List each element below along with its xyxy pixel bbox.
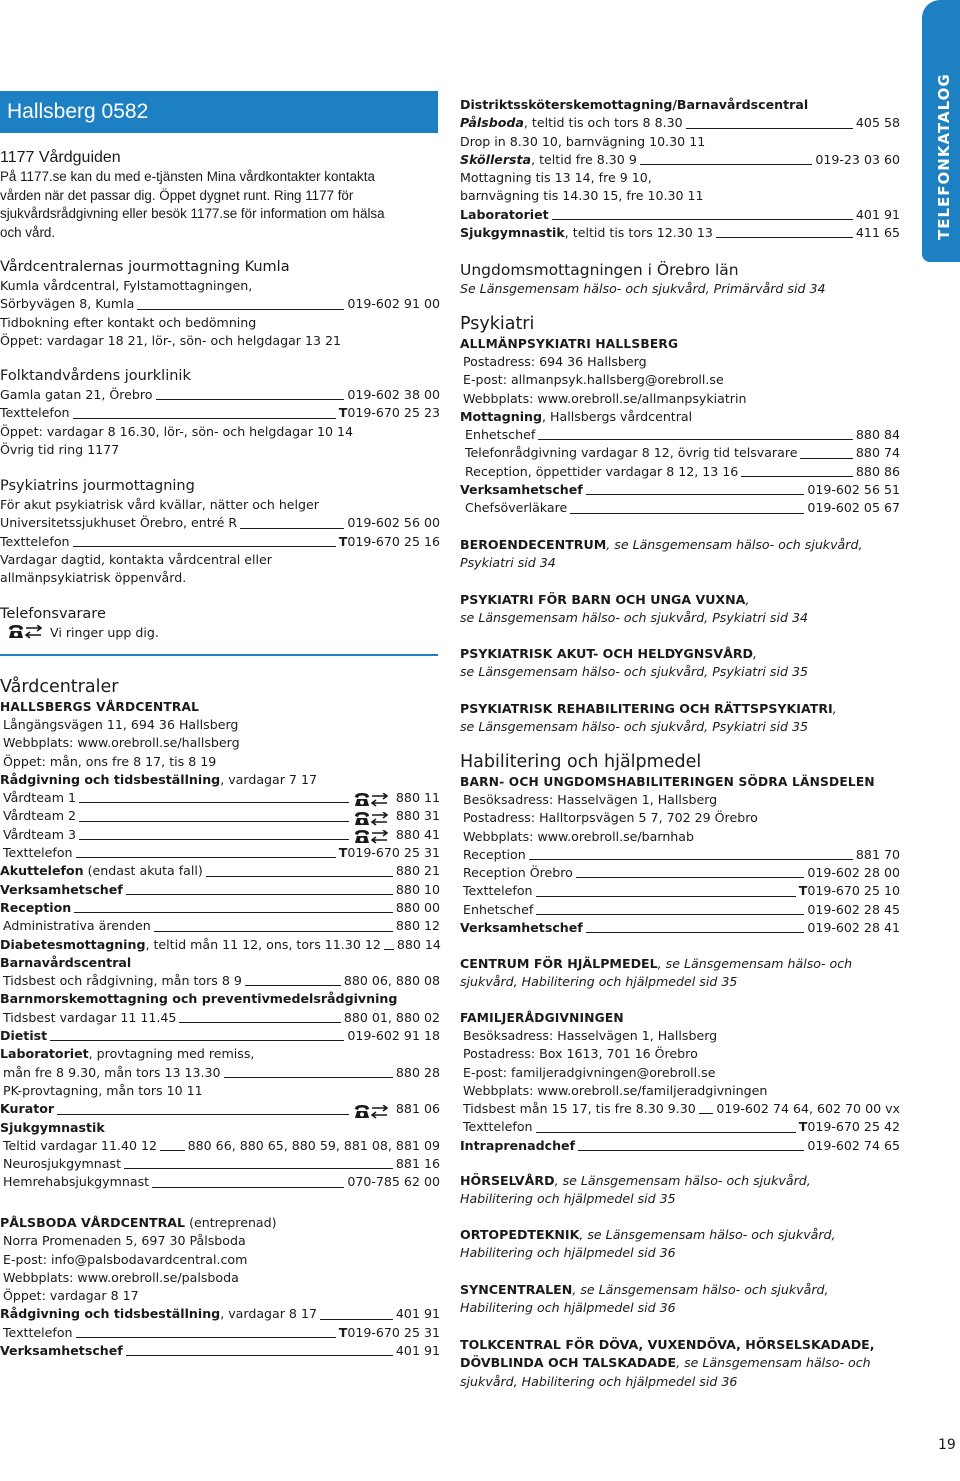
tidsbest-row: Tidsbest och rådgivning, mån tors 8 9 880 06, 880 08 (3, 973, 440, 989)
barnmorske-heading: Barnmorskemottagning och preventivmedelsrådgivning (0, 991, 398, 1007)
web-line: Webbplats: www.orebroll.se/allmanpsykiatrin (463, 390, 747, 406)
jour-title: Vårdcentralernas jourmottagning Kumla (0, 259, 290, 275)
vardguiden-title: 1177 Vårdguiden (0, 149, 121, 166)
familj-section (460, 1009, 900, 1155)
distrikt-title: Distriktssköterskemottagning/Barnavårdscentral (460, 97, 809, 112)
folktand-texttel-row: Texttelefon T019-670 25 23 (0, 405, 440, 421)
psykiatri-title: Psykiatri (460, 314, 535, 334)
familj-heading: FAMILJERÅDGIVNINGEN (460, 1011, 624, 1025)
texttelefon-icon: T (798, 883, 808, 899)
reference-item: PSYKIATRI FÖR BARN OCH UNGA VUXNA, se Länsgemensam hälso- och sjukvård, Psykiatri sid 34 (460, 592, 809, 626)
reference-item: BEROENDECENTRUM, se Länsgemensam hälso- och sjukvård, Psykiatri sid 34 (460, 537, 863, 571)
psyk-jour-title: Psykiatrins jourmottagning (0, 478, 195, 494)
barnavard-heading: Barnavårdscentral (0, 954, 132, 970)
vardguiden-section (0, 148, 440, 242)
radgivning-row: Rådgivning och tidsbeställning, vardagar 8 17 401 91 (0, 1306, 440, 1322)
callback-phone-icon (6, 625, 44, 639)
radgivning-line: Rådgivning och tidsbeställning, vardagar 7 17 (0, 771, 317, 787)
callback-phone-icon (352, 830, 390, 844)
pk-line: PK-provtagning, mån tors 10 11 (3, 1082, 203, 1098)
texttelefon-icon: T (338, 533, 348, 549)
laboratoriet-line: Laboratoriet, provtagning med remiss, (0, 1046, 255, 1062)
web-line: Webbplats: www.orebroll.se/hallsberg (3, 735, 240, 751)
tidsbest-row: Tidsbest mån 15 17, tis fre 8.30 9.30 019-602 74 64, 602 70 00 vx (463, 1101, 900, 1117)
enhetschef-row: Enhetschef 880 84 (465, 427, 900, 443)
reception-orebro-row: Reception Örebro 019-602 28 00 (463, 865, 900, 881)
akuttelefon-row: Akuttelefon (endast akuta fall) 880 21 (0, 863, 440, 879)
reception-row: Reception 880 00 (0, 899, 440, 915)
address-line: Postadress: Halltorpsvägen 5 7, 702 29 Örebro (463, 810, 758, 826)
reception-row: Reception, öppettider vardagar 8 12, 13 16 880 86 (465, 463, 900, 479)
vardteam-row: Vårdteam 1 880 11 (0, 789, 440, 807)
administrativa-row: Administrativa ärenden 880 12 (3, 918, 440, 934)
laboratoriet-row: mån fre 8 9.30, mån tors 13 13.30 880 28 (3, 1064, 440, 1080)
phone-number: 019-602 91 00 (347, 296, 440, 312)
enhetschef-row: Enhetschef 019-602 28 45 (463, 901, 900, 917)
psykiatri-section (460, 313, 900, 518)
ungdom-ref: Se Länsgemensam hälso- och sjukvård, Primärvård sid 34 (460, 281, 826, 296)
diabetes-row: Diabetesmottagning, teltid mån 11 12, ons, tors 11.30 12 880 14 (0, 936, 441, 952)
callback-phone-icon (352, 793, 390, 807)
reference-item: TOLKCENTRAL FÖR DÖVA, VUXENDÖVA, HÖRSELSKADADE, DÖVBLINDA OCH TALSKADADE, se Länsgemensam hälso- och sjukvård, Habilitering och hjälpmedel sid 36 (460, 1337, 875, 1389)
jour-line: Tidbokning efter kontakt och bedömning (0, 314, 257, 330)
vardguiden-line: sjukvårdsrådgivning eller besök 1177.se för information om hälsa (0, 206, 385, 222)
barnhab-heading: BARN- OCH UNGDOMSHABILITERINGEN SÖDRA LÄNSDELEN (460, 775, 875, 789)
web-line: Webbplats: www.orebroll.se/barnhab (463, 828, 695, 844)
ungdom-title: Ungdomsmottagningen i Örebro län (460, 261, 739, 279)
reference-item: PSYKIATRISK REHABILITERING OCH RÄTTSPSYKIATRI, se Länsgemensam hälso- och sjukvård, Psykiatri sid 35 (460, 701, 837, 735)
texttelefon-row: Texttelefon T019-670 25 10 (463, 883, 900, 899)
jour-line: Öppet: vardagar 18 21, lör-, sön- och helgdagar 13 21 (0, 332, 342, 348)
email-line: E-post: info@palsbodavardcentral.com (3, 1251, 248, 1267)
vardguiden-line: vården när det passar dig. Öppet dygnet runt. Ring 1177 för (0, 187, 354, 203)
psyk-jour-texttel-row: Texttelefon T019-670 25 16 (0, 533, 440, 549)
sjukgymnastik-row: Sjukgymnastik, teltid tis tors 12.30 13 411 65 (460, 225, 900, 241)
email-line: E-post: allmanpsyk.hallsberg@orebroll.se (463, 372, 724, 388)
page-number: 19 (938, 1437, 956, 1453)
mottagning-line: Mottagning, Hallsbergs vårdcentral (460, 408, 693, 424)
texttelefon-icon: T (338, 1324, 348, 1340)
kurator-row: Kurator 881 06 (0, 1100, 440, 1118)
teltid-row: Teltid vardagar 11.40 12 880 66, 880 65, 880 59, 881 08, 881 09 (3, 1137, 440, 1153)
sjukgymnastik-heading: Sjukgymnastik (0, 1119, 105, 1135)
palsboda-section (0, 1214, 440, 1360)
address-line: Postadress: 694 36 Hallsberg (463, 354, 647, 369)
reference-item: HÖRSELVÅRD, se Länsgemensam hälso- och sjukvård, Habilitering och hjälpmedel sid 35 (460, 1173, 811, 1207)
telefonsvarare-title: Telefonsvarare (0, 606, 106, 622)
texttelefon-row: Texttelefon T019-670 25 31 (3, 1324, 440, 1340)
intraprenadchef-row: Intraprenadchef 019-602 74 65 (460, 1137, 900, 1153)
folktand-phone-row: Gamla gatan 21, Örebro 019-602 38 00 (0, 387, 440, 402)
reference-item: CENTRUM FÖR HJÄLPMEDEL, se Länsgemensam hälso- och sjukvård, Habilitering och hjälpmedel sid 35 (460, 956, 853, 990)
psyk-jour-phone-row: Universitetssjukhuset Örebro, entré R 019-602 56 00 (0, 515, 440, 531)
texttelefon-row: Texttelefon T019-670 25 31 (3, 845, 440, 861)
neuro-row: Neurosjukgymnast 881 16 (3, 1156, 440, 1172)
distrikt-line: Drop in 8.30 10, barnvägning 10.30 11 (460, 133, 706, 149)
habilitering-section (460, 751, 900, 937)
verksamhetschef-row: Verksamhetschef 019-602 28 41 (460, 920, 900, 936)
reference-item: SYNCENTRALEN, se Länsgemensam hälso- och sjukvård, Habilitering och hjälpmedel sid 36 (460, 1282, 829, 1316)
folktand-title: Folktandvårdens jourklinik (0, 368, 191, 384)
vardguiden-line: På 1177.se kan du med e-tjänsten Mina vårdkontakter kontakta (0, 169, 375, 184)
psyk-jour-line: allmänpsykiatrisk öppenvård. (0, 570, 187, 586)
vardteam-row: Vårdteam 2 880 31 (0, 807, 440, 825)
dietist-row: Dietist 019-602 91 18 (0, 1028, 440, 1044)
address-line: Postadress: Box 1613, 701 16 Örebro (463, 1046, 698, 1062)
telefonradgivning-row: Telefonrådgivning vardagar 8 12, övrig tid telsvarare 880 74 (465, 445, 900, 461)
address-line: Besöksadress: Hasselvägen 1, Hallsberg (463, 1028, 718, 1043)
open-hours-line: Öppet: vardagar 8 17 (3, 1288, 139, 1304)
verksamhetschef-row: Verksamhetschef 019-602 56 51 (460, 482, 900, 498)
distrikt-line: Mottagning tis 13 14, fre 9 10, (460, 170, 652, 186)
address-line: Besöksadress: Hasselvägen 1, Hallsberg (463, 792, 718, 807)
palsboda-heading: PÅLSBODA VÅRDCENTRAL (entreprenad) (0, 1215, 277, 1230)
web-line: Webbplats: www.orebroll.se/familjeradgivningen (463, 1082, 768, 1098)
callback-phone-icon (352, 812, 390, 826)
telefonsvarare-section (0, 604, 440, 642)
open-hours-line: Öppet: mån, ons fre 8 17, tis 8 19 (3, 753, 217, 769)
email-line: E-post: familjeradgivningen@orebroll.se (463, 1064, 716, 1080)
folktand-line: Öppet: vardagar 8 16.30, lör-, sön- och helgdagar 10 14 (0, 423, 354, 439)
psyk-jour-line: Vardagar dagtid, kontakta vårdcentral eller (0, 551, 272, 567)
distrikt-line: barnvägning tis 14.30 15, fre 10.30 11 (460, 188, 704, 204)
section-tab-label: TELEFONKATALOG (935, 73, 953, 240)
psyk-jour-line: För akut psykiatrisk vård kvällar, nätter och helger (0, 497, 319, 512)
telefonsvarare-text: Vi ringer upp dig. (50, 625, 159, 640)
verksamhetschef-row: Verksamhetschef 880 10 (0, 881, 440, 897)
allmanpsyk-heading: ALLMÄNPSYKIATRI HALLSBERG (460, 337, 679, 351)
habilitering-title: Habilitering och hjälpmedel (460, 752, 702, 772)
jour-phone-row: Sörbyvägen 8, Kumla 019-602 91 00 (0, 295, 440, 313)
skollersta-row: Sköllersta, teltid fre 8.30 9 019-23 03 60 (460, 151, 900, 167)
vardcentraler-title: Vårdcentraler (0, 677, 119, 697)
section-divider (0, 654, 438, 656)
verksamhetschef-row: Verksamhetschef 401 91 (0, 1343, 440, 1359)
reference-item: ORTOPEDTEKNIK, se Länsgemensam hälso- och sjukvård, Habilitering och hjälpmedel sid 36 (460, 1227, 836, 1261)
reference-item: PSYKIATRISK AKUT- OCH HELDYGNSVÅRD, se Länsgemensam hälso- och sjukvård, Psykiatri sid 35 (460, 646, 809, 680)
callback-phone-icon (352, 1105, 390, 1119)
psyk-jour-section (0, 476, 440, 587)
folktand-section (0, 366, 440, 459)
folktand-line: Övrig tid ring 1177 (0, 441, 120, 457)
city-banner: Hallsberg 0582 (0, 91, 438, 133)
palsboda-dist-row: Pålsboda, teltid tis och tors 8 8.30 405 58 (460, 115, 900, 131)
address-line: Långängsvägen 11, 694 36 Hallsberg (3, 717, 239, 732)
jour-section (0, 257, 440, 350)
address-line: Norra Promenaden 5, 697 30 Pålsboda (3, 1233, 246, 1249)
tidsbest-row: Tidsbest vardagar 11 11.45 880 01, 880 02 (3, 1009, 440, 1025)
vardguiden-line: och vård. (0, 224, 56, 240)
texttelefon-icon: T (338, 405, 348, 421)
ungdom-section (460, 260, 900, 298)
hallsberg-heading: HALLSBERGS VÅRDCENTRAL (0, 700, 200, 714)
texttelefon-row: Texttelefon T019-670 25 42 (463, 1119, 900, 1135)
vardteam-row: Vårdteam 3 880 41 (0, 826, 440, 844)
vardcentraler-section (0, 676, 440, 1192)
laboratoriet-row: Laboratoriet 401 91 (460, 206, 900, 222)
distrikt-section (460, 96, 900, 242)
texttelefon-icon: T (338, 845, 348, 861)
reception-row: Reception 881 70 (463, 846, 900, 862)
hemrehab-row: Hemrehabsjukgymnast 070-785 62 00 (3, 1174, 440, 1190)
texttelefon-icon: T (798, 1119, 808, 1135)
jour-line: Kumla vårdcentral, Fylstamottagningen, (0, 278, 253, 293)
web-line: Webbplats: www.orebroll.se/palsboda (3, 1269, 239, 1285)
chefsoverlakare-row: Chefsöverläkare 019-602 05 67 (465, 500, 900, 516)
